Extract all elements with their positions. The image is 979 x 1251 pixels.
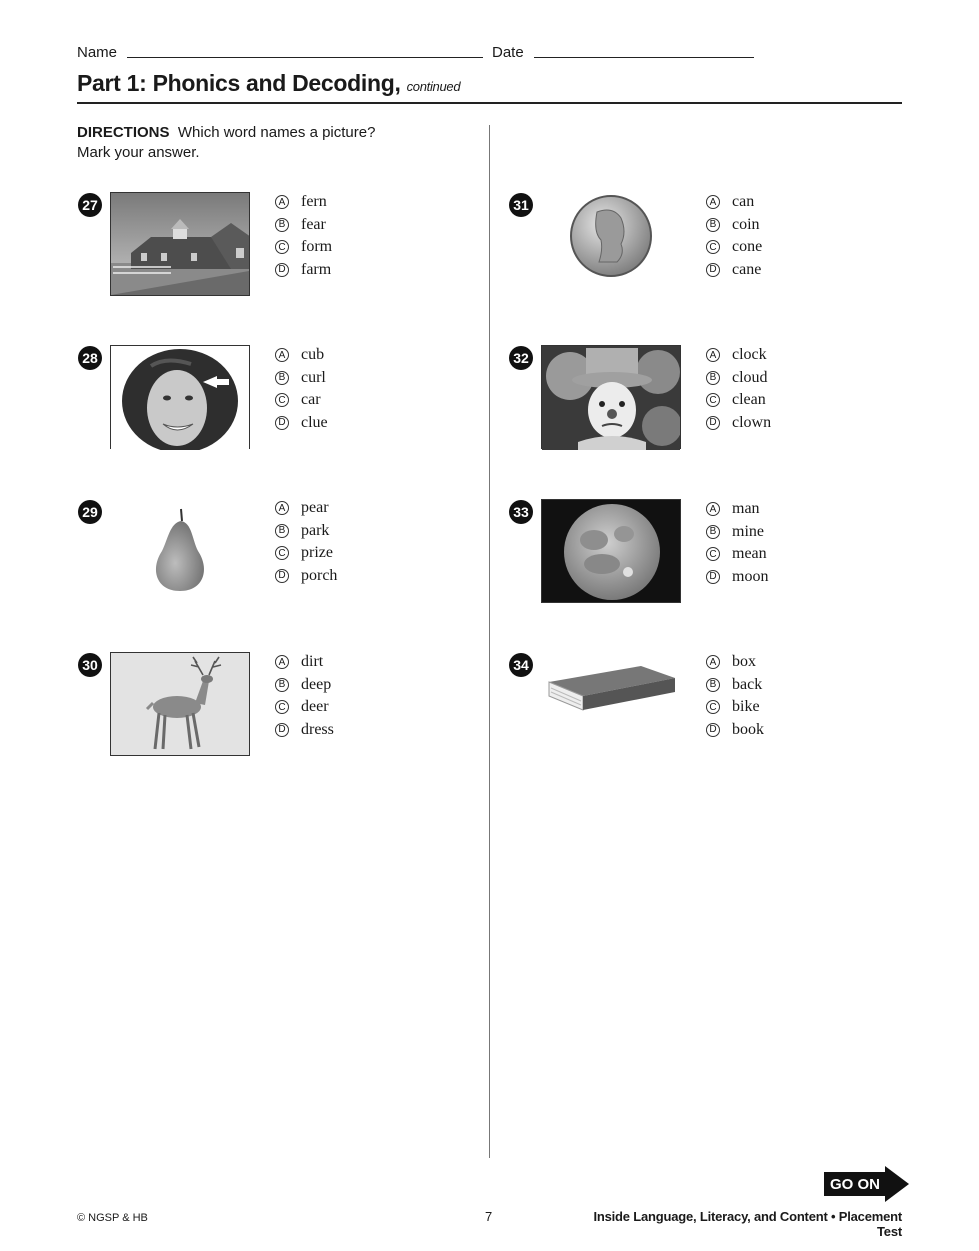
barn-picture: [110, 192, 250, 296]
clown-picture: [541, 345, 681, 449]
title-text: Part 1: Phonics and Decoding,: [77, 70, 401, 96]
answer-bubble[interactable]: B: [275, 678, 289, 692]
answer-word: man: [732, 500, 760, 518]
answer-word: cub: [301, 346, 325, 364]
answer-bubble[interactable]: D: [275, 263, 289, 277]
answer-option[interactable]: [706, 719, 764, 742]
answer-bubble[interactable]: A: [275, 501, 289, 515]
answer-option[interactable]: [275, 236, 332, 259]
answer-bubble[interactable]: C: [275, 393, 289, 407]
answer-word: clue: [301, 413, 328, 431]
answer-option[interactable]: [275, 344, 328, 367]
directions-line1: Which word names a picture?: [177, 124, 376, 141]
title-rule: [77, 102, 902, 104]
answer-choices: [275, 191, 332, 281]
answer-choices: [706, 651, 764, 741]
answer-option[interactable]: [275, 542, 337, 565]
question-number: 29: [78, 500, 102, 524]
pear-picture: [110, 499, 250, 603]
page-number: 7: [485, 1209, 493, 1224]
date-line[interactable]: [534, 57, 754, 58]
answer-word: form: [301, 238, 333, 256]
answer-word: cane: [732, 260, 762, 278]
title-suffix: continued: [406, 79, 461, 94]
question-number: 28: [78, 346, 102, 370]
answer-option[interactable]: [706, 191, 762, 214]
answer-option[interactable]: [275, 367, 328, 390]
answer-word: cloud: [732, 368, 768, 386]
answer-bubble[interactable]: C: [275, 240, 289, 254]
answer-option[interactable]: [706, 674, 764, 697]
answer-word: moon: [732, 567, 769, 585]
answer-bubble[interactable]: A: [275, 655, 289, 669]
answer-bubble[interactable]: C: [706, 547, 720, 561]
answer-option[interactable]: [275, 259, 332, 282]
answer-bubble[interactable]: B: [706, 678, 720, 692]
answer-bubble[interactable]: A: [706, 348, 720, 362]
answer-word: clock: [732, 346, 767, 364]
answer-bubble[interactable]: A: [706, 502, 720, 516]
answer-choices: [706, 344, 771, 434]
answer-option[interactable]: [706, 543, 768, 566]
answer-word: pear: [301, 499, 329, 517]
answer-word: coin: [732, 215, 760, 233]
moon-picture: [541, 499, 681, 603]
date-label: Date: [492, 44, 524, 61]
answer-word: deep: [301, 675, 332, 693]
right-arrow-icon: [885, 1166, 909, 1202]
answer-bubble[interactable]: A: [275, 348, 289, 362]
answer-option[interactable]: [275, 674, 334, 697]
book-title: Inside Language, Literacy, and Content • Placement Test: [593, 1209, 902, 1239]
answer-option[interactable]: [706, 236, 762, 259]
answer-choices: [275, 497, 337, 587]
answer-word: curl: [301, 368, 326, 386]
answer-bubble[interactable]: B: [706, 525, 720, 539]
answer-choices: [275, 344, 328, 434]
answer-word: park: [301, 521, 330, 539]
answer-word: fern: [301, 193, 327, 211]
answer-choices: [275, 651, 334, 741]
answer-bubble[interactable]: D: [706, 263, 720, 277]
answer-word: mean: [732, 545, 767, 563]
answer-bubble[interactable]: D: [706, 416, 720, 430]
answer-word: dress: [301, 720, 334, 738]
answer-word: prize: [301, 544, 333, 562]
answer-word: back: [732, 675, 763, 693]
directions-line2: Mark your answer.: [77, 144, 200, 161]
answer-word: deer: [301, 698, 329, 716]
answer-option[interactable]: [275, 565, 337, 588]
name-line[interactable]: [127, 57, 483, 58]
coin-picture: [541, 192, 681, 296]
answer-option[interactable]: [275, 389, 328, 412]
answer-option[interactable]: [275, 651, 334, 674]
answer-bubble[interactable]: C: [275, 700, 289, 714]
answer-option[interactable]: [706, 344, 771, 367]
answer-option[interactable]: [706, 521, 768, 544]
answer-word: porch: [301, 566, 338, 584]
answer-bubble[interactable]: A: [706, 655, 720, 669]
answer-word: clean: [732, 391, 766, 409]
answer-bubble[interactable]: A: [275, 195, 289, 209]
answer-bubble[interactable]: B: [706, 218, 720, 232]
question-number: 33: [509, 500, 533, 524]
answer-option[interactable]: [275, 412, 328, 435]
name-label: Name: [77, 44, 118, 61]
answer-bubble[interactable]: C: [275, 546, 289, 560]
answer-option[interactable]: [706, 259, 762, 282]
answer-bubble[interactable]: B: [275, 371, 289, 385]
answer-option[interactable]: [706, 367, 771, 390]
answer-bubble[interactable]: C: [706, 393, 720, 407]
answer-word: mine: [732, 522, 764, 540]
answer-option[interactable]: [706, 696, 764, 719]
answer-option[interactable]: [275, 191, 332, 214]
question-number: 27: [78, 193, 102, 217]
answer-option[interactable]: [706, 412, 771, 435]
deer-picture: [110, 652, 250, 756]
answer-bubble[interactable]: D: [275, 416, 289, 430]
question-number: 31: [509, 193, 533, 217]
answer-bubble[interactable]: C: [706, 240, 720, 254]
answer-bubble[interactable]: C: [706, 700, 720, 714]
column-divider: [489, 125, 490, 1158]
question-number: 32: [509, 346, 533, 370]
answer-word: dirt: [301, 653, 324, 671]
answer-option[interactable]: [275, 520, 337, 543]
answer-word: book: [732, 720, 764, 738]
answer-option[interactable]: [275, 719, 334, 742]
directions-label: DIRECTIONS: [77, 124, 170, 141]
answer-bubble[interactable]: D: [275, 723, 289, 737]
woman-picture: [110, 345, 250, 449]
answer-option[interactable]: [275, 696, 334, 719]
answer-option[interactable]: [706, 651, 764, 674]
copyright: © NGSP & HB: [77, 1212, 148, 1224]
answer-bubble[interactable]: D: [706, 723, 720, 737]
answer-bubble[interactable]: B: [275, 524, 289, 538]
answer-word: fear: [301, 215, 326, 233]
directions: [77, 123, 375, 163]
answer-word: farm: [301, 260, 332, 278]
answer-option[interactable]: [275, 497, 337, 520]
answer-word: cone: [732, 238, 763, 256]
answer-option[interactable]: [706, 566, 768, 589]
book-picture: [541, 652, 681, 756]
answer-option[interactable]: [706, 498, 768, 521]
answer-bubble[interactable]: D: [706, 570, 720, 584]
question-number: 34: [509, 653, 533, 677]
answer-word: can: [732, 193, 755, 211]
answer-word: clown: [732, 413, 772, 431]
answer-choices: [706, 191, 762, 281]
answer-option[interactable]: [706, 214, 762, 237]
answer-option[interactable]: [706, 389, 771, 412]
go-on-indicator: [824, 1166, 909, 1202]
answer-word: bike: [732, 698, 760, 716]
answer-bubble[interactable]: B: [275, 218, 289, 232]
go-on-label: GO ON: [824, 1172, 886, 1196]
page-title: [77, 70, 460, 97]
answer-word: box: [732, 653, 756, 671]
answer-choices: [706, 498, 768, 588]
answer-option[interactable]: [275, 214, 332, 237]
question-number: 30: [78, 653, 102, 677]
answer-word: car: [301, 391, 321, 409]
answer-bubble[interactable]: A: [706, 195, 720, 209]
answer-bubble[interactable]: D: [275, 569, 289, 583]
answer-bubble[interactable]: B: [706, 371, 720, 385]
